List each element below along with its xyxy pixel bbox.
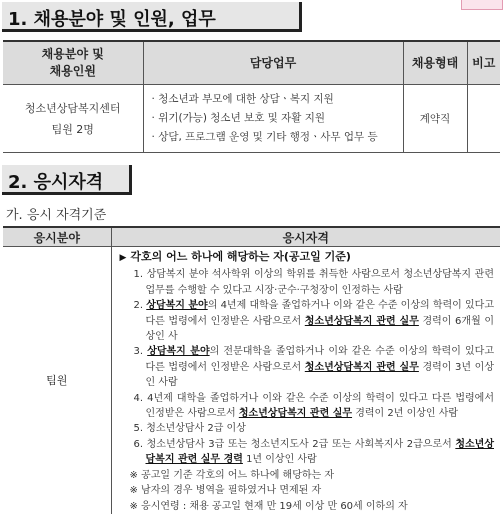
qualification-item-2 [120, 298, 495, 344]
item-number: 2. [133, 300, 147, 312]
item-text: 의 전문대학을 졸업하거나 이와 같은 수준 이상의 학력이 있다고 다른 법령에서 인정받은 사람으로서 [145, 346, 494, 373]
header-field-line2: 채용인원 [49, 64, 96, 78]
item-text: 경력이 6개월 이상인 사 [145, 315, 494, 343]
recruitment-table-header-row [3, 41, 500, 85]
item-emphasis: 청소년상담복지 관련 실무 [304, 315, 419, 327]
qualification-heading [120, 249, 495, 266]
note-line: ※ 응시연령 : 채용 공고일 현재 만 19세 이상 만 60세 이하의 자 [129, 500, 408, 512]
item-text: 경력이 3년 이상인 사람 [145, 361, 494, 389]
item-number: 3. [133, 346, 148, 358]
note-line: ※ 남자의 경우 병역을 필하였거나 면제된 자 [129, 485, 322, 497]
duty-item: · 상담, 프로그램 운영 및 기타 행정ㆍ사무 업무 등 [152, 128, 403, 147]
qualification-item-3 [120, 344, 495, 390]
item-text: 의 4년제 대학을 졸업하거나 이와 같은 수준 이상의 학력이 있다고 다른 법령에서 인정받은 사람으로서 [145, 300, 494, 327]
qualification-subtitle: 가. 응시 자격기준 [6, 208, 107, 223]
qualification-item-5 [120, 421, 495, 436]
section-2-title: 2. 응시자격 [8, 172, 104, 193]
corner-tab-mark [461, 0, 503, 10]
qualification-item-1 [120, 267, 495, 298]
header-field: 응시분야 [3, 227, 111, 247]
section-1-title: 1. 채용분야 및 인원, 업무 [8, 9, 216, 30]
note-line: ※ 공고일 기준 각호의 어느 하나에 해당하는 자 [129, 469, 335, 481]
item-emphasis: 청소년상담복지 관련 실무 [238, 408, 353, 420]
item-text: 1년 이상인 사람 [242, 454, 317, 466]
qualification-row [3, 247, 500, 514]
duty-item: · 청소년과 부모에 대한 상담ㆍ복지 지원 [152, 90, 403, 109]
header-field-count [3, 41, 143, 85]
item-emphasis: 청소년상담복지 관련 실무 [304, 361, 419, 373]
recruitment-table [3, 40, 500, 153]
item-text: 5. 청소년상담사 2급 이상 [133, 423, 246, 435]
section-2-heading [2, 165, 132, 195]
item-text: 경력이 2년 이상인 사람 [352, 408, 459, 420]
item-emphasis: 상담복지 분야 [146, 300, 208, 312]
position-cell [3, 85, 143, 153]
qualification-item-4 [120, 391, 495, 422]
position-name: 청소년상담복지센터 [24, 101, 121, 115]
triangle-bullet-icon: ▶ [119, 253, 127, 263]
item-emphasis: 상담복지 분야 [147, 346, 210, 358]
qualification-item-6 [120, 437, 495, 468]
header-field-line1: 채용분야 및 [41, 47, 104, 61]
field-cell: 팀원 [3, 247, 111, 514]
item-text: 4. 4년제 대학을 졸업하거나 이와 같은 수준 이상의 학력이 있다고 다른 법령에서 인정받은 사람으로서 [133, 392, 494, 420]
note-cell [467, 85, 500, 153]
section-1-heading [2, 2, 302, 32]
duties-cell [143, 85, 403, 153]
item-text: 1. 상담복지 분야 석사학위 이상의 학위를 취득한 사람으로서 청소년상담복지 관련 업무를 수행할 수 있다고 시장·군수·구청장이 인정하는 사람 [133, 269, 494, 296]
qualification-table-header-row [3, 227, 500, 247]
header-employment-type: 채용형태 [403, 41, 467, 85]
duty-item: · 위기(가능) 청소년 보호 및 자활 지원 [152, 109, 403, 128]
header-qualification: 응시자격 [111, 227, 500, 247]
employment-type-cell: 계약직 [403, 85, 467, 153]
recruitment-table-row [3, 85, 500, 153]
qualification-heading-text: 각호의 어느 하나에 해당하는 자(공고일 기준) [130, 250, 351, 263]
header-duties: 담당업무 [143, 41, 403, 85]
header-note: 비고 [467, 41, 500, 85]
position-count: 팀원 2명 [51, 122, 94, 136]
qualification-cell [111, 247, 500, 514]
item-text: 6. 청소년상담사 3급 또는 청소년지도사 2급 또는 사회복지사 2급으로서 [133, 438, 456, 450]
item-emphasis: 청소년상담복지 관련 실무 경력 [145, 438, 494, 466]
